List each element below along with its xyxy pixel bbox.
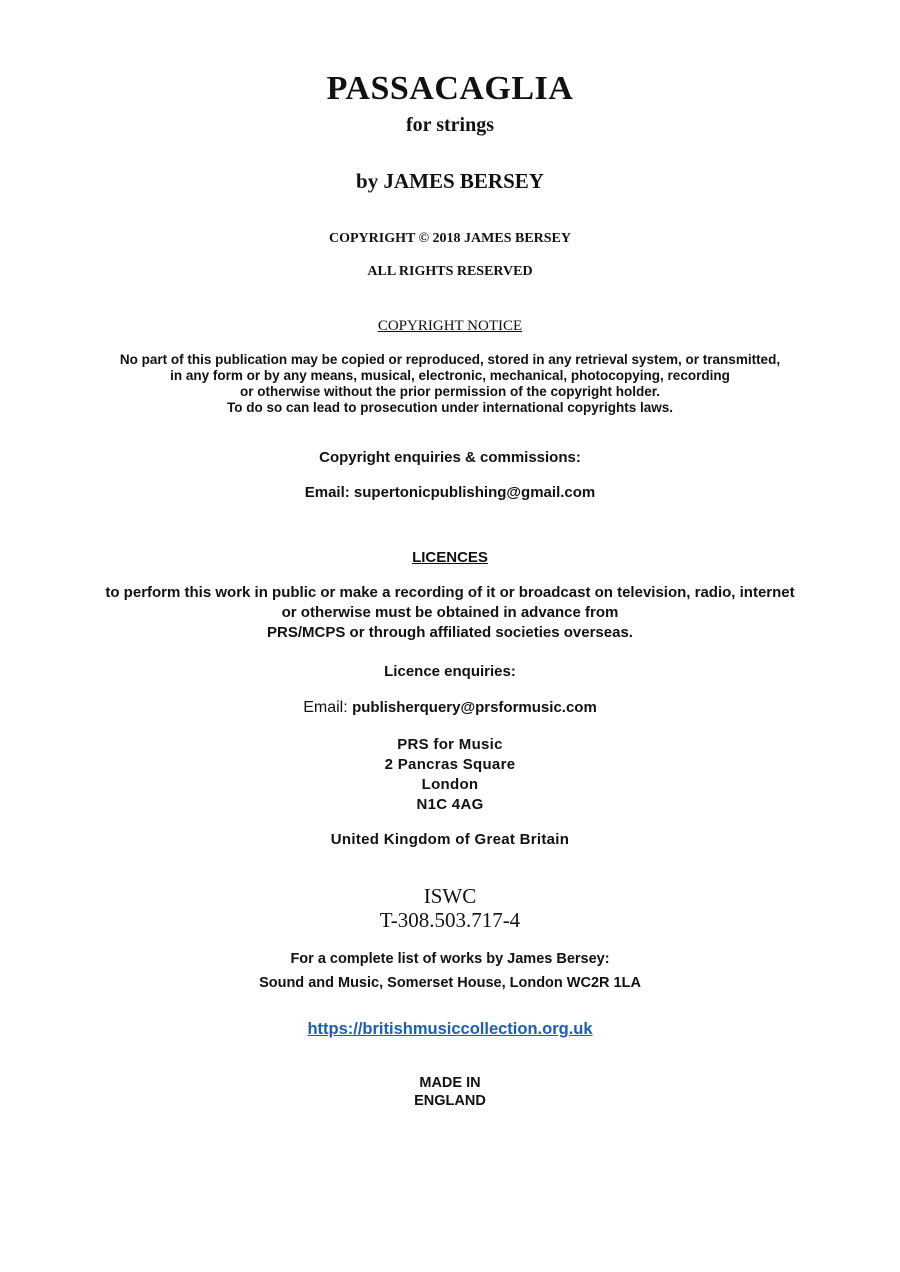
licences-text: to perform this work in public or make a recording of it or broadcast on television, radio, internet <box>105 584 795 601</box>
rights-reserved-line: ALL RIGHTS RESERVED <box>367 264 533 279</box>
document-title: PASSACAGLIA <box>326 70 574 107</box>
british-music-collection-link[interactable]: https://britishmusiccollection.org.uk <box>307 1020 593 1038</box>
address-line: PRS for Music <box>397 736 503 753</box>
licence-email-address: publisherquery@prsformusic.com <box>352 699 597 716</box>
address-line: N1C 4AG <box>416 796 484 813</box>
copyright-enquiries-email: Email: supertonicpublishing@gmail.com <box>304 484 596 501</box>
copyright-notice-text: To do so can lead to prosecution under international copyrights laws. <box>226 400 674 415</box>
licences-text: PRS/MCPS or through affiliated societies overseas. <box>267 624 633 641</box>
document-subtitle: for strings <box>406 114 494 136</box>
made-in-country: ENGLAND <box>414 1093 486 1109</box>
composer-credit: by JAMES BERSEY <box>356 169 544 193</box>
copyright-notice-text: No part of this publication may be copied or reproduced, stored in any retrieval system, or transmitted, <box>119 352 781 367</box>
copyright-line: COPYRIGHT © 2018 JAMES BERSEY <box>328 231 571 246</box>
licences-heading: LICENCES <box>412 549 488 566</box>
address-country: United Kingdom of Great Britain <box>330 831 570 848</box>
made-in-label: MADE IN <box>419 1075 481 1091</box>
licence-enquiries-label: Licence enquiries: <box>384 663 516 680</box>
address-line: London <box>421 776 479 793</box>
copyright-notice-text: in any form or by any means, musical, electronic, mechanical, photocopying, recording <box>170 368 730 383</box>
licences-text: or otherwise must be obtained in advance from <box>281 604 619 621</box>
licence-enquiries-email <box>0 699 900 717</box>
email-prefix: Email: <box>303 699 353 716</box>
works-list-text: For a complete list of works by James Bersey: <box>290 951 610 967</box>
works-list-address: Sound and Music, Somerset House, London WC2R 1LA <box>259 975 641 991</box>
iswc-code: T-308.503.717-4 <box>379 908 521 932</box>
copyright-enquiries-label: Copyright enquiries & commissions: <box>319 449 581 466</box>
copyright-notice-text: or otherwise without the prior permission of the copyright holder. <box>239 384 661 399</box>
iswc-label: ISWC <box>423 884 477 908</box>
copyright-notice-heading: COPYRIGHT NOTICE <box>377 318 523 334</box>
address-line: 2 Pancras Square <box>384 756 516 773</box>
